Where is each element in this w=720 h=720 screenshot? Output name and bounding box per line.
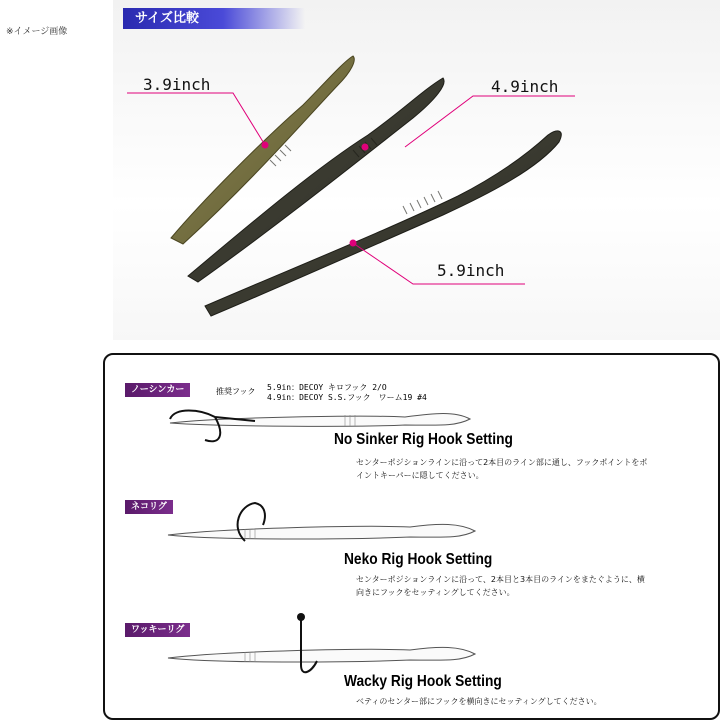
size-comparison-photo [113, 0, 720, 340]
worm-outline-wacky [168, 647, 475, 662]
recommended-hook-line-1: 5.9in：DECOY キロフック 2/O [267, 383, 387, 392]
desc-nosinker: センターポジションラインに沿って2本目のライン部に通し、フックポイントをポイントキーパーに隠してください。 [356, 458, 648, 480]
pointer-3-9 [127, 93, 265, 145]
size-label-4-9: 4.9inch [491, 77, 559, 96]
title-wacky: Wacky Rig Hook Setting [344, 673, 502, 690]
worm-outline-nosinker [170, 414, 470, 427]
worms-illustration [113, 0, 720, 340]
desc-wacky: ベティのセンター部にフックを横向きにセッティングしてください。 [356, 697, 602, 706]
tag-nosinker: ノーシンカー [125, 383, 190, 397]
title-nosinker: No Sinker Rig Hook Setting [334, 431, 513, 448]
size-comparison-header: サイズ比較 [123, 8, 305, 29]
title-neko: Neko Rig Hook Setting [344, 551, 493, 568]
rig-diagrams [105, 355, 718, 718]
recommended-hook-label: 推奨フック [216, 387, 256, 396]
recommended-hook-line-2: 4.9in：DECOY S.S.フック ワーム19 #4 [267, 393, 427, 402]
tag-neko: ネコリグ [125, 500, 173, 514]
image-note: ※イメージ画像 [6, 27, 68, 37]
hook-wacky [301, 619, 317, 672]
tag-wacky: ワッキーリグ [125, 623, 190, 637]
desc-neko: センターポジションラインに沿って、2本目と3本目のラインをまたぐように、横向きにフックをセッティングしてください。 [356, 575, 645, 597]
worm-outline-neko [168, 524, 475, 539]
size-label-5-9: 5.9inch [437, 261, 505, 280]
size-label-3-9: 3.9inch [143, 75, 211, 94]
rig-setting-panel [103, 353, 720, 720]
